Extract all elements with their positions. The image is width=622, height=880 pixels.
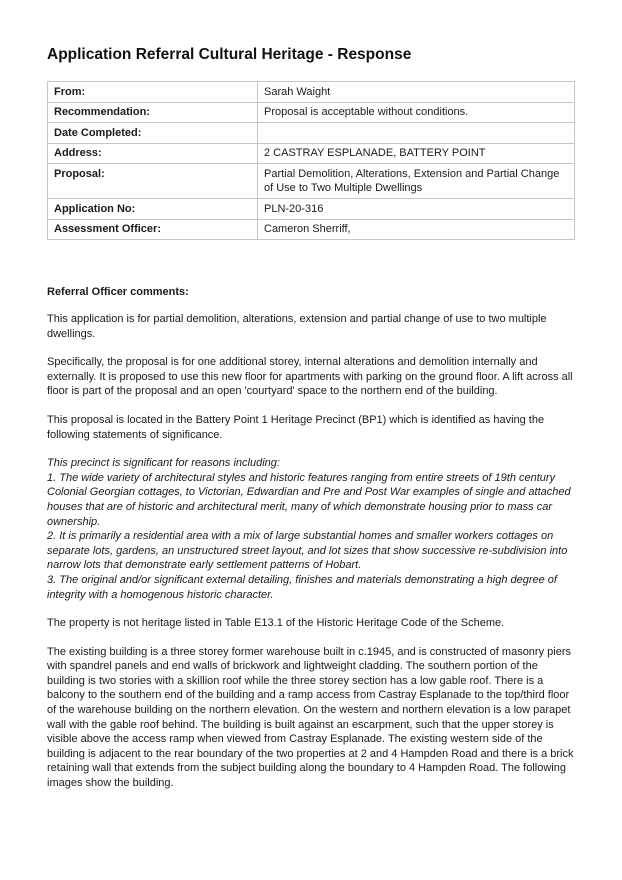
significance-item-1: 1. The wide variety of architectural styles and historic features ranging from entire streets of 19th century Colonial Georgian cottages, to Victorian, Edwardian and Pre and Post War examples of single and attached houses that are of historic and architectural merit, many of which demonstrate housing prior to mass car ownership. <box>47 471 571 528</box>
row-label: Date Completed: <box>48 123 258 144</box>
row-value: PLN-20-316 <box>258 199 575 220</box>
table-row-address <box>48 143 575 164</box>
row-label: Recommendation: <box>48 102 258 123</box>
row-label: Proposal: <box>48 164 258 199</box>
significance-statement <box>47 456 575 602</box>
comments-paragraph-4: The property is not heritage listed in Table E13.1 of the Historic Heritage Code of the Scheme. <box>47 617 505 630</box>
significance-intro: This precinct is significant for reasons including: <box>47 457 280 470</box>
significance-item-2: 2. It is primarily a residential area with a mix of large substantial homes and smaller workers cottages on separate lots, gardens, an unstructured street layout, and lot sizes that show successive re-subdivision into narrow lots that demonstrate early settlement patterns of Hobart. <box>47 530 568 572</box>
table-row-from <box>48 82 575 103</box>
row-value: Sarah Waight <box>258 82 575 103</box>
info-table <box>47 81 575 240</box>
comments-paragraph-5: The existing building is a three storey former warehouse built in c.1945, and is constructed of masonry piers with spandrel panels and end walls of brickwork and lightweight cladding. The southern portion of the building is two stories with a skillion roof while the three storey section has a low gable roof. There is a balcony to the southern end of the building and a ramp access from Castray Esplanade to the top/third floor of the warehouse building on the northern elevation. On the western and northern elevation is a low parapet wall with the gable roof behind. The building is built against an escarpment, such that the upper storey is visible above the access ramp when viewed from Castray Esplanade. The existing western side of the building is adjacent to the rear boundary of the two properties at 2 and 4 Hampden Road and there is a brick retaining wall that extends from the subject building along the boundary to 4 Hampden Road. The following images show the building. <box>47 645 574 790</box>
comments-paragraph-3: This proposal is located in the Battery Point 1 Heritage Precinct (BP1) which is identified as having the following statements of significance. <box>47 413 545 441</box>
table-row-application-no <box>48 199 575 220</box>
comments-paragraph-2: Specifically, the proposal is for one additional storey, internal alterations and demolition internally and externally. It is proposed to use this new floor for apartments with parking on the ground floor. A lift across all floor is part of the proposal and an open 'courtyard' space to the northern end of the building. <box>47 356 573 398</box>
row-label: Application No: <box>48 199 258 220</box>
row-value: Partial Demolition, Alterations, Extension and Partial Change of Use to Two Multiple Dwellings <box>258 164 575 199</box>
row-value: Proposal is acceptable without conditions. <box>258 102 575 123</box>
row-value: 2 CASTRAY ESPLANADE, BATTERY POINT <box>258 143 575 164</box>
table-row-date-completed <box>48 123 575 144</box>
row-label: Address: <box>48 143 258 164</box>
comments-paragraph-1: This application is for partial demolition, alterations, extension and partial change of use to two multiple dwellings. <box>47 313 547 340</box>
row-label: Assessment Officer: <box>48 219 258 240</box>
table-row-proposal <box>48 164 575 199</box>
table-row-assessment-officer <box>48 219 575 240</box>
row-label: From: <box>48 82 258 103</box>
page-title: Application Referral Cultural Heritage - Response <box>47 46 412 63</box>
row-value: Cameron Sherriff, <box>258 219 575 240</box>
referral-comments-heading: Referral Officer comments: <box>47 286 189 298</box>
row-value <box>258 123 575 144</box>
significance-item-3: 3. The original and/or significant external detailing, finishes and materials demonstrating a high degree of integrity with a homogenous historic character. <box>47 573 557 601</box>
table-row-recommendation <box>48 102 575 123</box>
